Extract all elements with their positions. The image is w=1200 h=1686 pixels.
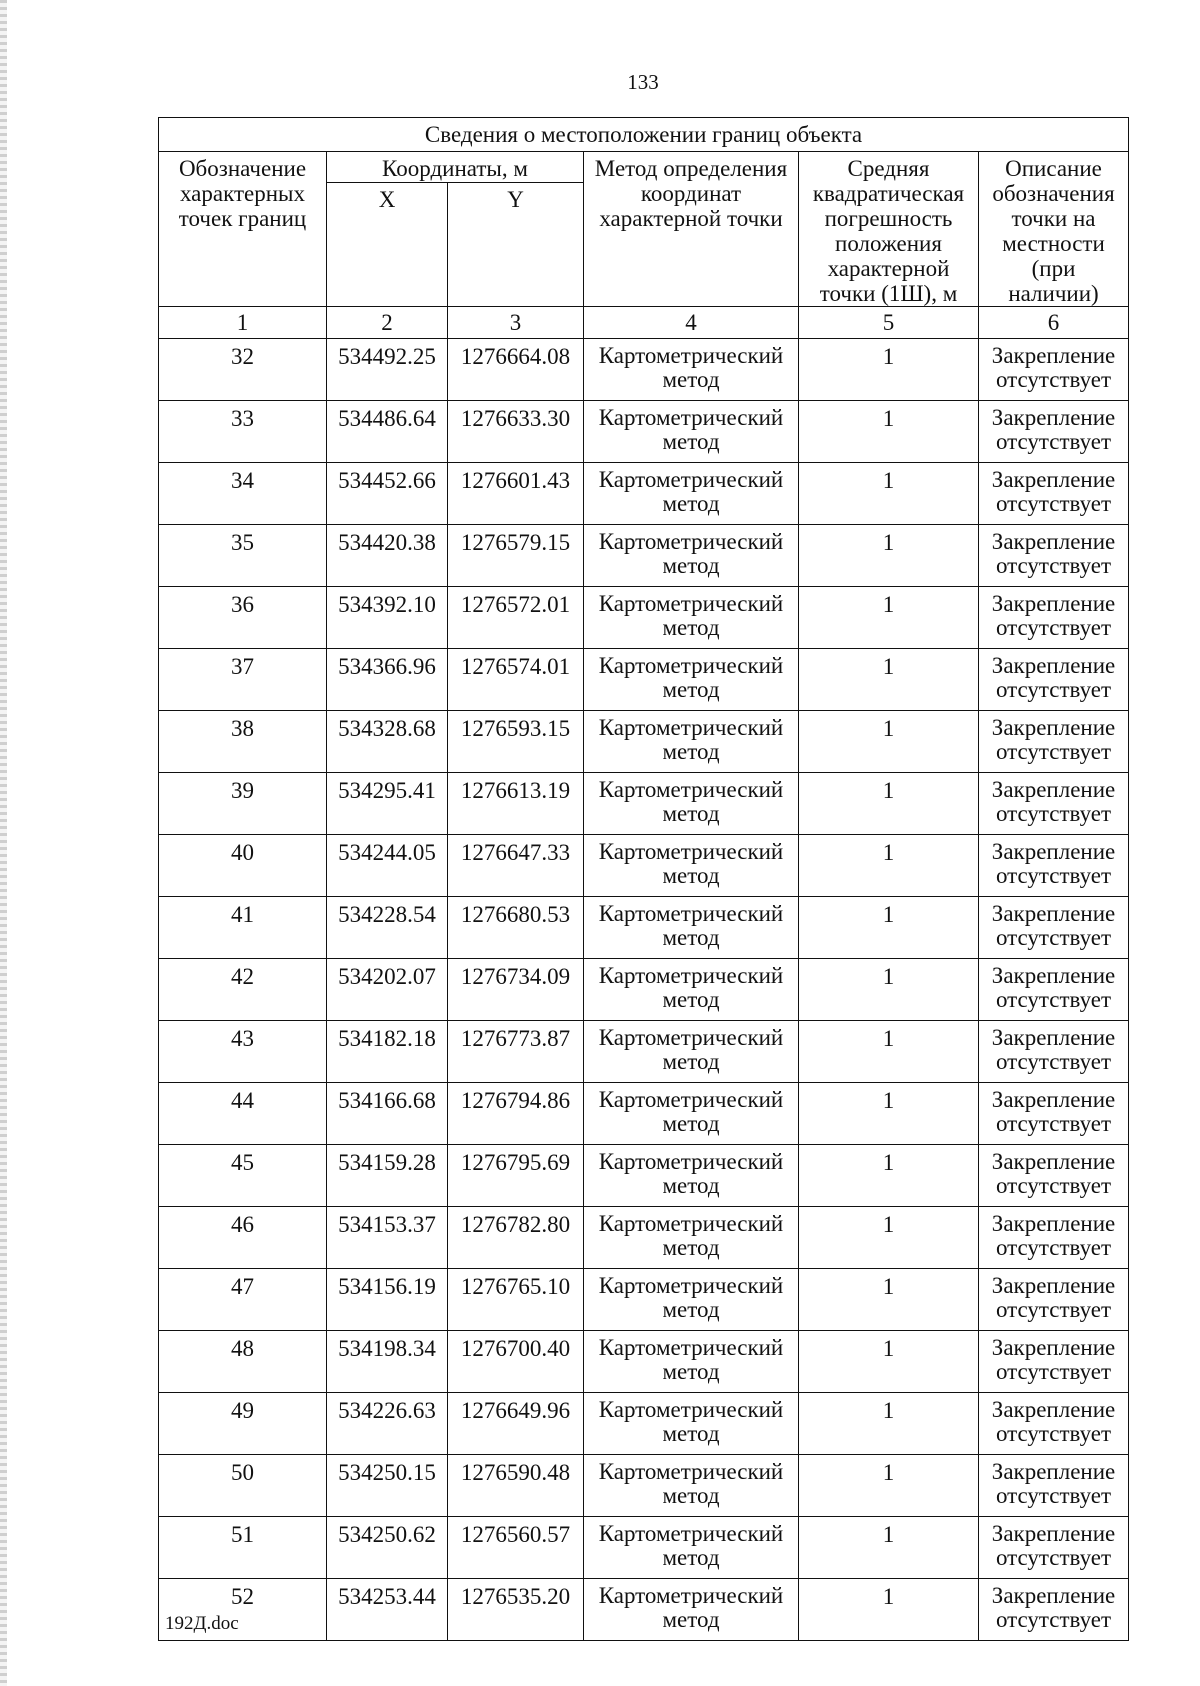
column-number: 6 bbox=[979, 307, 1129, 339]
cell-point: 36 bbox=[159, 587, 327, 649]
cell-x: 534250.15 bbox=[327, 1455, 448, 1517]
cell-description: Закрепление отсутствует bbox=[979, 587, 1129, 649]
cell-description: Закрепление отсутствует bbox=[979, 1579, 1129, 1641]
cell-method: Картометрический метод bbox=[584, 1517, 799, 1579]
cell-error: 1 bbox=[799, 1455, 979, 1517]
cell-method: Картометрический метод bbox=[584, 711, 799, 773]
cell-x: 534486.64 bbox=[327, 401, 448, 463]
cell-method: Картометрический метод bbox=[584, 773, 799, 835]
cell-y: 1276680.53 bbox=[448, 897, 584, 959]
table-row bbox=[159, 1331, 1129, 1393]
cell-error: 1 bbox=[799, 587, 979, 649]
header-method: Метод определения координат характерной точки bbox=[584, 152, 799, 307]
table-row bbox=[159, 897, 1129, 959]
column-number: 5 bbox=[799, 307, 979, 339]
cell-y: 1276590.48 bbox=[448, 1455, 584, 1517]
cell-y: 1276765.10 bbox=[448, 1269, 584, 1331]
table-row bbox=[159, 587, 1129, 649]
footer-filename: 192Д.doc bbox=[165, 1613, 239, 1634]
cell-x: 534198.34 bbox=[327, 1331, 448, 1393]
cell-point: 45 bbox=[159, 1145, 327, 1207]
cell-description: Закрепление отсутствует bbox=[979, 897, 1129, 959]
cell-point: 38 bbox=[159, 711, 327, 773]
table-row bbox=[159, 1455, 1129, 1517]
column-number-row bbox=[159, 307, 1129, 339]
cell-description: Закрепление отсутствует bbox=[979, 401, 1129, 463]
cell-x: 534182.18 bbox=[327, 1021, 448, 1083]
cell-y: 1276734.09 bbox=[448, 959, 584, 1021]
column-number: 2 bbox=[327, 307, 448, 339]
cell-method: Картометрический метод bbox=[584, 1331, 799, 1393]
cell-x: 534452.66 bbox=[327, 463, 448, 525]
cell-x: 534166.68 bbox=[327, 1083, 448, 1145]
cell-point: 46 bbox=[159, 1207, 327, 1269]
column-number: 1 bbox=[159, 307, 327, 339]
cell-description: Закрепление отсутствует bbox=[979, 339, 1129, 401]
cell-method: Картометрический метод bbox=[584, 1145, 799, 1207]
cell-point: 44 bbox=[159, 1083, 327, 1145]
table-row bbox=[159, 339, 1129, 401]
cell-method: Картометрический метод bbox=[584, 1455, 799, 1517]
table-caption: Сведения о местоположении границ объекта bbox=[159, 118, 1129, 152]
table-row bbox=[159, 773, 1129, 835]
cell-description: Закрепление отсутствует bbox=[979, 1145, 1129, 1207]
cell-x: 534366.96 bbox=[327, 649, 448, 711]
cell-x: 534153.37 bbox=[327, 1207, 448, 1269]
cell-description: Закрепление отсутствует bbox=[979, 1331, 1129, 1393]
cell-description: Закрепление отсутствует bbox=[979, 835, 1129, 897]
table-row bbox=[159, 1517, 1129, 1579]
table-row bbox=[159, 959, 1129, 1021]
cell-y: 1276664.08 bbox=[448, 339, 584, 401]
cell-description: Закрепление отсутствует bbox=[979, 1517, 1129, 1579]
cell-error: 1 bbox=[799, 897, 979, 959]
cell-point: 39 bbox=[159, 773, 327, 835]
cell-description: Закрепление отсутствует bbox=[979, 1455, 1129, 1517]
cell-error: 1 bbox=[799, 1393, 979, 1455]
header-error: Средняя квадратическая погрешность положения характерной точки (1Ш), м bbox=[799, 152, 979, 307]
table-row bbox=[159, 1207, 1129, 1269]
cell-method: Картометрический метод bbox=[584, 959, 799, 1021]
cell-error: 1 bbox=[799, 835, 979, 897]
column-number: 3 bbox=[448, 307, 584, 339]
cell-point: 34 bbox=[159, 463, 327, 525]
cell-y: 1276700.40 bbox=[448, 1331, 584, 1393]
page-number: 133 bbox=[627, 70, 659, 94]
cell-y: 1276773.87 bbox=[448, 1021, 584, 1083]
boundary-points-table bbox=[158, 117, 1129, 1641]
cell-method: Картометрический метод bbox=[584, 1083, 799, 1145]
cell-error: 1 bbox=[799, 1207, 979, 1269]
cell-method: Картометрический метод bbox=[584, 649, 799, 711]
cell-error: 1 bbox=[799, 1579, 979, 1641]
cell-x: 534253.44 bbox=[327, 1579, 448, 1641]
cell-description: Закрепление отсутствует bbox=[979, 711, 1129, 773]
cell-method: Картометрический метод bbox=[584, 587, 799, 649]
cell-error: 1 bbox=[799, 339, 979, 401]
cell-error: 1 bbox=[799, 773, 979, 835]
cell-x: 534250.62 bbox=[327, 1517, 448, 1579]
cell-point: 43 bbox=[159, 1021, 327, 1083]
table-row bbox=[159, 1579, 1129, 1641]
cell-x: 534159.28 bbox=[327, 1145, 448, 1207]
cell-method: Картометрический метод bbox=[584, 525, 799, 587]
cell-y: 1276601.43 bbox=[448, 463, 584, 525]
cell-x: 534226.63 bbox=[327, 1393, 448, 1455]
cell-x: 534295.41 bbox=[327, 773, 448, 835]
cell-y: 1276613.19 bbox=[448, 773, 584, 835]
cell-method: Картометрический метод bbox=[584, 1579, 799, 1641]
cell-y: 1276574.01 bbox=[448, 649, 584, 711]
cell-y: 1276794.86 bbox=[448, 1083, 584, 1145]
cell-x: 534244.05 bbox=[327, 835, 448, 897]
cell-point: 33 bbox=[159, 401, 327, 463]
cell-point: 42 bbox=[159, 959, 327, 1021]
cell-description: Закрепление отсутствует bbox=[979, 1269, 1129, 1331]
cell-point: 51 bbox=[159, 1517, 327, 1579]
column-number: 4 bbox=[584, 307, 799, 339]
cell-x: 534228.54 bbox=[327, 897, 448, 959]
cell-method: Картометрический метод bbox=[584, 1269, 799, 1331]
cell-error: 1 bbox=[799, 525, 979, 587]
table-row bbox=[159, 1269, 1129, 1331]
cell-error: 1 bbox=[799, 1517, 979, 1579]
cell-description: Закрепление отсутствует bbox=[979, 525, 1129, 587]
cell-y: 1276649.96 bbox=[448, 1393, 584, 1455]
cell-x: 534156.19 bbox=[327, 1269, 448, 1331]
cell-x: 534392.10 bbox=[327, 587, 448, 649]
cell-method: Картометрический метод bbox=[584, 1393, 799, 1455]
cell-description: Закрепление отсутствует bbox=[979, 1021, 1129, 1083]
table-row bbox=[159, 1145, 1129, 1207]
cell-error: 1 bbox=[799, 1145, 979, 1207]
header-designation: Обозначение характерных точек границ bbox=[159, 152, 327, 307]
table-row bbox=[159, 1021, 1129, 1083]
table-row bbox=[159, 711, 1129, 773]
cell-point: 49 bbox=[159, 1393, 327, 1455]
cell-error: 1 bbox=[799, 463, 979, 525]
cell-error: 1 bbox=[799, 1269, 979, 1331]
cell-error: 1 bbox=[799, 711, 979, 773]
cell-point: 40 bbox=[159, 835, 327, 897]
table-row bbox=[159, 525, 1129, 587]
cell-x: 534202.07 bbox=[327, 959, 448, 1021]
cell-method: Картометрический метод bbox=[584, 1021, 799, 1083]
cell-method: Картометрический метод bbox=[584, 339, 799, 401]
cell-point: 41 bbox=[159, 897, 327, 959]
cell-point: 47 bbox=[159, 1269, 327, 1331]
table-row bbox=[159, 463, 1129, 525]
cell-y: 1276647.33 bbox=[448, 835, 584, 897]
table-row bbox=[159, 401, 1129, 463]
header-y: Y bbox=[448, 183, 584, 307]
cell-method: Картометрический метод bbox=[584, 835, 799, 897]
cell-y: 1276560.57 bbox=[448, 1517, 584, 1579]
cell-x: 534328.68 bbox=[327, 711, 448, 773]
cell-y: 1276593.15 bbox=[448, 711, 584, 773]
scan-edge bbox=[0, 0, 7, 1686]
header-x: X bbox=[327, 183, 448, 307]
table-row bbox=[159, 1083, 1129, 1145]
cell-method: Картометрический метод bbox=[584, 1207, 799, 1269]
cell-error: 1 bbox=[799, 1083, 979, 1145]
cell-description: Закрепление отсутствует bbox=[979, 463, 1129, 525]
cell-error: 1 bbox=[799, 1021, 979, 1083]
cell-description: Закрепление отсутствует bbox=[979, 1083, 1129, 1145]
cell-y: 1276633.30 bbox=[448, 401, 584, 463]
cell-error: 1 bbox=[799, 649, 979, 711]
cell-y: 1276572.01 bbox=[448, 587, 584, 649]
table-row bbox=[159, 1393, 1129, 1455]
cell-description: Закрепление отсутствует bbox=[979, 1207, 1129, 1269]
header-description: Описание обозначения точки на местности (при наличии) bbox=[979, 152, 1129, 307]
cell-y: 1276795.69 bbox=[448, 1145, 584, 1207]
cell-error: 1 bbox=[799, 959, 979, 1021]
cell-point: 37 bbox=[159, 649, 327, 711]
table-row bbox=[159, 649, 1129, 711]
cell-x: 534492.25 bbox=[327, 339, 448, 401]
cell-point: 52 bbox=[159, 1579, 327, 1641]
cell-method: Картометрический метод bbox=[584, 897, 799, 959]
table-row bbox=[159, 835, 1129, 897]
cell-point: 35 bbox=[159, 525, 327, 587]
cell-y: 1276579.15 bbox=[448, 525, 584, 587]
header-coordinates: Координаты, м bbox=[327, 152, 584, 183]
cell-point: 32 bbox=[159, 339, 327, 401]
cell-y: 1276782.80 bbox=[448, 1207, 584, 1269]
cell-x: 534420.38 bbox=[327, 525, 448, 587]
cell-point: 48 bbox=[159, 1331, 327, 1393]
cell-method: Картометрический метод bbox=[584, 463, 799, 525]
cell-description: Закрепление отсутствует bbox=[979, 959, 1129, 1021]
cell-point: 50 bbox=[159, 1455, 327, 1517]
cell-error: 1 bbox=[799, 401, 979, 463]
cell-description: Закрепление отсутствует bbox=[979, 773, 1129, 835]
cell-method: Картометрический метод bbox=[584, 401, 799, 463]
cell-y: 1276535.20 bbox=[448, 1579, 584, 1641]
cell-description: Закрепление отсутствует bbox=[979, 1393, 1129, 1455]
cell-description: Закрепление отсутствует bbox=[979, 649, 1129, 711]
cell-error: 1 bbox=[799, 1331, 979, 1393]
